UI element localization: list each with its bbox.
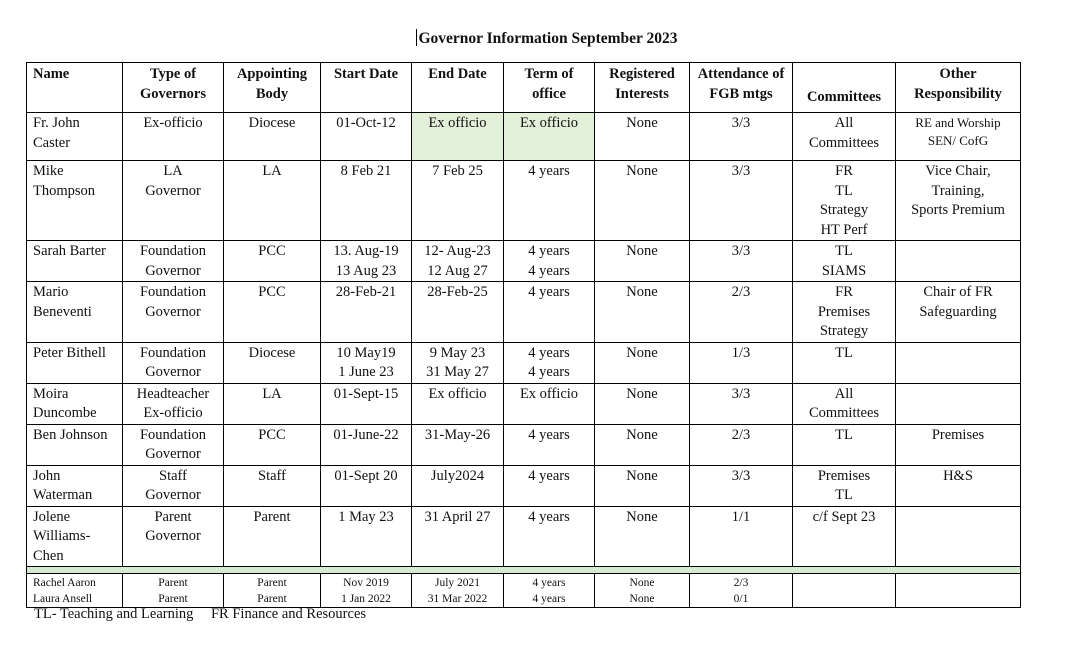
cell-text: Registered xyxy=(609,66,675,82)
cell-text: Duncombe xyxy=(33,405,97,421)
cell-text: Ex officio xyxy=(519,115,579,131)
table-row xyxy=(27,506,1021,567)
cell-text: Mike xyxy=(33,163,64,179)
cell-text: 7 Feb 25 xyxy=(432,163,483,179)
cell-body xyxy=(224,424,321,465)
cell-text: 4 years xyxy=(528,508,570,525)
cell-other xyxy=(896,383,1021,424)
cell-text: LA xyxy=(262,385,282,402)
cell-other xyxy=(896,424,1021,465)
cell-name xyxy=(27,113,123,161)
cell-name xyxy=(27,241,123,282)
table-row xyxy=(27,282,1021,343)
cell-text: 4 years xyxy=(528,364,570,380)
cell-end xyxy=(412,424,504,465)
cell-start xyxy=(321,282,412,343)
cell-committees xyxy=(793,574,896,608)
header-name xyxy=(27,63,123,113)
cell-end xyxy=(412,342,504,383)
cell-text: July 2021 xyxy=(434,577,481,589)
cell-text: TL xyxy=(835,426,853,443)
header-end-date xyxy=(412,63,504,113)
table-row xyxy=(27,161,1021,241)
cell-text: 31-May-26 xyxy=(424,426,491,443)
cell-type xyxy=(123,241,224,282)
cell-other xyxy=(896,161,1021,241)
cell-text: Moira xyxy=(33,385,69,402)
cell-text: Caster xyxy=(33,134,71,151)
cell-name xyxy=(27,282,123,343)
cell-type xyxy=(123,383,224,424)
cell-type xyxy=(123,161,224,241)
cell-end xyxy=(412,506,504,567)
cell-end xyxy=(412,113,504,161)
cell-text: Fr. John xyxy=(33,115,80,131)
cell-text: FGB mtgs xyxy=(709,85,773,102)
document-title xyxy=(0,29,1074,48)
cell-body xyxy=(224,383,321,424)
cell-end xyxy=(412,383,504,424)
cell-text: HT Perf xyxy=(820,221,868,238)
cell-text: None xyxy=(626,385,658,402)
cell-text: c/f Sept 23 xyxy=(812,508,876,525)
cell-text: 4 years xyxy=(532,577,566,589)
cell-text: Staff xyxy=(258,467,286,484)
cell-start xyxy=(321,506,412,567)
cell-text: Governor xyxy=(145,528,201,544)
cell-interests xyxy=(595,342,690,383)
cell-text: 4 years xyxy=(528,344,570,361)
cell-body xyxy=(224,113,321,161)
cell-end xyxy=(412,282,504,343)
cell-start xyxy=(321,574,412,608)
cell-text: Governor xyxy=(145,303,201,320)
cell-text: Other xyxy=(939,66,977,82)
cell-text: Parent xyxy=(257,577,287,589)
cell-text: Parent xyxy=(253,508,291,525)
cell-text: Premises xyxy=(931,426,985,443)
cell-text: Diocese xyxy=(248,344,296,361)
cell-text: 28-Feb-21 xyxy=(335,284,397,300)
cell-text: 01-Sept 20 xyxy=(334,467,398,484)
cell-text: Parent xyxy=(158,592,188,605)
cell-text: None xyxy=(626,163,658,179)
cell-text: FR xyxy=(835,284,853,300)
cell-text: Governor xyxy=(145,262,201,279)
cell-other xyxy=(896,465,1021,506)
cell-text: 3/3 xyxy=(731,115,751,131)
cell-type xyxy=(123,113,224,161)
cell-text: 01-June-22 xyxy=(333,426,399,443)
cell-text: 4 years xyxy=(532,592,566,605)
cell-attendance xyxy=(690,161,793,241)
cell-name xyxy=(27,506,123,567)
cell-other xyxy=(896,282,1021,343)
separator-row xyxy=(27,567,1021,574)
cell-text: Foundation xyxy=(139,344,207,361)
cell-text: None xyxy=(626,284,658,300)
cell-attendance xyxy=(690,342,793,383)
cell-text: 12- Aug-23 xyxy=(424,243,491,259)
cell-text: None xyxy=(629,592,655,605)
cell-attendance xyxy=(690,465,793,506)
cell-text: None xyxy=(626,115,658,131)
cell-text: LA xyxy=(262,163,282,179)
cell-text: Governor xyxy=(145,487,201,503)
cell-text: Premises xyxy=(817,467,871,484)
cell-interests xyxy=(595,241,690,282)
cell-term xyxy=(504,113,595,161)
cell-text: Committees xyxy=(808,405,880,421)
cell-text: Chair of FR xyxy=(923,284,993,300)
cell-term xyxy=(504,465,595,506)
cell-text: LA xyxy=(163,163,183,179)
cell-text: Diocese xyxy=(248,115,296,131)
cell-text: Foundation xyxy=(139,426,207,443)
cell-text: Attendance of xyxy=(697,66,785,82)
cell-text: TL xyxy=(835,344,853,361)
table-header-row xyxy=(27,63,1021,113)
governor-table xyxy=(26,62,1021,608)
cell-text: Training, xyxy=(931,182,985,199)
cell-text: Interests xyxy=(615,85,669,102)
cell-text: Beneventi xyxy=(33,303,92,320)
cell-other xyxy=(896,506,1021,567)
table-row xyxy=(27,383,1021,424)
cell-end xyxy=(412,241,504,282)
cell-type xyxy=(123,574,224,608)
cell-text: Waterman xyxy=(33,487,93,503)
cell-term xyxy=(504,574,595,608)
cell-end xyxy=(412,465,504,506)
table-row xyxy=(27,465,1021,506)
cell-interests xyxy=(595,113,690,161)
cell-text: Ben Johnson xyxy=(33,426,108,443)
cell-text: Mario xyxy=(33,284,69,300)
cell-text: None xyxy=(626,467,658,484)
cell-body xyxy=(224,506,321,567)
cell-term xyxy=(504,161,595,241)
header-appointing-body xyxy=(224,63,321,113)
cell-text: Body xyxy=(255,85,289,102)
cell-text: Rachel Aaron xyxy=(33,577,96,589)
cell-term xyxy=(504,282,595,343)
cell-text: 1/1 xyxy=(731,508,751,525)
footnote-fr: FR Finance and Resources xyxy=(210,606,367,622)
cell-body xyxy=(224,465,321,506)
cell-committees xyxy=(793,161,896,241)
cell-attendance xyxy=(690,113,793,161)
cell-text: 3/3 xyxy=(731,385,751,402)
cell-term xyxy=(504,383,595,424)
cell-text: 28-Feb-25 xyxy=(427,284,488,300)
cell-text: 31 Mar 2022 xyxy=(427,592,488,605)
cell-text: Laura Ansell xyxy=(33,592,93,605)
cell-text: TL xyxy=(835,243,853,259)
cell-text: Strategy xyxy=(819,202,869,218)
cell-text: None xyxy=(626,243,658,259)
header-committees xyxy=(793,63,896,113)
cell-committees xyxy=(793,342,896,383)
footnote xyxy=(34,606,380,623)
cell-name xyxy=(27,574,123,608)
cell-text: SIAMS xyxy=(821,262,867,279)
cell-committees xyxy=(793,383,896,424)
cell-text: End Date xyxy=(428,66,487,82)
cell-text: Governor xyxy=(145,364,201,380)
cell-text: Nov 2019 xyxy=(343,577,389,589)
cell-start xyxy=(321,383,412,424)
cell-text: Vice Chair, xyxy=(925,163,991,179)
cell-start xyxy=(321,241,412,282)
cell-text: Committees xyxy=(806,88,882,105)
cell-text: Chen xyxy=(33,547,64,564)
cell-attendance xyxy=(690,383,793,424)
cell-body xyxy=(224,241,321,282)
cell-text: Responsibility xyxy=(914,85,1002,102)
cell-body xyxy=(224,574,321,608)
cell-text: Ex officio xyxy=(428,385,487,402)
table-row xyxy=(27,113,1021,161)
cell-text: Name xyxy=(33,66,70,82)
cell-text: 1 June 23 xyxy=(338,364,394,380)
cell-other xyxy=(896,574,1021,608)
cell-text: 01-Sept-15 xyxy=(333,385,399,402)
cell-text: 3/3 xyxy=(731,467,751,484)
cell-text: Peter Bithell xyxy=(33,344,106,361)
cell-other xyxy=(896,241,1021,282)
cell-term xyxy=(504,342,595,383)
header-term-of-office xyxy=(504,63,595,113)
cell-text: TL xyxy=(835,182,853,199)
cell-text: 2/3 xyxy=(731,426,751,443)
cell-interests xyxy=(595,574,690,608)
cell-type xyxy=(123,424,224,465)
cell-committees xyxy=(793,113,896,161)
header-type-of-governors xyxy=(123,63,224,113)
cell-attendance xyxy=(690,241,793,282)
cell-text: Parent xyxy=(154,508,192,525)
cell-text: PCC xyxy=(258,426,286,443)
cell-text: Foundation xyxy=(139,284,207,300)
cell-text: 1 Jan 2022 xyxy=(341,592,391,605)
cell-name xyxy=(27,383,123,424)
cell-attendance xyxy=(690,424,793,465)
cell-text: 13 Aug 23 xyxy=(335,262,397,279)
cell-text: Ex officio xyxy=(428,115,487,131)
cell-text: None xyxy=(626,426,658,443)
cell-name xyxy=(27,342,123,383)
cell-committees xyxy=(793,506,896,567)
header-attendance xyxy=(690,63,793,113)
cell-interests xyxy=(595,506,690,567)
cell-text: Sarah Barter xyxy=(33,243,106,259)
cell-text: Strategy xyxy=(819,323,869,339)
cell-text: 4 years xyxy=(528,243,570,259)
cell-text: 10 May19 xyxy=(336,344,396,361)
cell-text: 4 years xyxy=(528,262,570,279)
cell-text: Governor xyxy=(145,446,201,462)
cell-name xyxy=(27,465,123,506)
header-start-date xyxy=(321,63,412,113)
cell-text: Jolene xyxy=(33,508,71,525)
cell-text: 4 years xyxy=(528,426,570,443)
cell-type xyxy=(123,506,224,567)
cell-term xyxy=(504,241,595,282)
cell-attendance xyxy=(690,282,793,343)
separator-band xyxy=(27,567,1021,574)
cell-text: Ex-officio xyxy=(143,115,203,131)
cell-text: 4 years xyxy=(528,163,570,179)
cell-text: Appointing xyxy=(236,66,308,82)
cell-attendance xyxy=(690,574,793,608)
table-row xyxy=(27,424,1021,465)
cell-text: Governors xyxy=(139,85,207,102)
cell-committees xyxy=(793,241,896,282)
cell-text: All xyxy=(834,385,854,402)
footnote-tl: TL- Teaching and Learning xyxy=(34,606,194,622)
header-registered-interests xyxy=(595,63,690,113)
cell-interests xyxy=(595,465,690,506)
cell-text: July2024 xyxy=(430,467,485,484)
cell-term xyxy=(504,506,595,567)
cell-other xyxy=(896,342,1021,383)
cell-text: Williams- xyxy=(33,528,91,544)
table-row xyxy=(27,342,1021,383)
table-row xyxy=(27,241,1021,282)
cell-text: Ex-officio xyxy=(143,405,203,421)
cell-text: SEN/ CofG xyxy=(927,133,989,148)
cell-text: Governor xyxy=(145,182,201,199)
cell-name xyxy=(27,424,123,465)
former-governors-row xyxy=(27,574,1021,608)
cell-end xyxy=(412,161,504,241)
cell-text: Foundation xyxy=(139,243,207,259)
cell-text: 2/3 xyxy=(731,284,751,300)
cell-text: All xyxy=(834,115,854,131)
cell-committees xyxy=(793,465,896,506)
cell-type xyxy=(123,342,224,383)
cell-text: 12 Aug 27 xyxy=(427,262,488,279)
cell-text: None xyxy=(626,344,658,361)
cell-text: Headteacher xyxy=(136,385,210,402)
cell-text: 01-Oct-12 xyxy=(336,115,396,131)
cell-text: John xyxy=(33,467,61,484)
cell-body xyxy=(224,161,321,241)
cell-body xyxy=(224,342,321,383)
cell-text: 3/3 xyxy=(731,243,751,259)
cell-text: Thompson xyxy=(33,182,96,199)
cell-text: 0/1 xyxy=(733,592,749,605)
cell-start xyxy=(321,465,412,506)
cell-text: RE and Worship xyxy=(915,115,1001,130)
cell-text: None xyxy=(629,577,655,589)
cell-text: Start Date xyxy=(333,66,399,82)
cell-end xyxy=(412,574,504,608)
cell-text: 8 Feb 21 xyxy=(340,163,392,179)
cell-text: None xyxy=(626,508,658,525)
document-title-text: Governor Information September 2023 xyxy=(418,30,678,47)
cell-text: Sports Premium xyxy=(911,202,1005,218)
cell-start xyxy=(321,342,412,383)
cell-text: FR xyxy=(835,163,853,179)
table-body xyxy=(27,113,1021,608)
cell-text: Staff xyxy=(159,467,187,484)
cell-term xyxy=(504,424,595,465)
cell-text: Committees xyxy=(808,134,880,151)
cell-committees xyxy=(793,424,896,465)
cell-type xyxy=(123,465,224,506)
cell-text: H&S xyxy=(943,467,973,484)
cell-start xyxy=(321,161,412,241)
cell-body xyxy=(224,282,321,343)
cell-name xyxy=(27,161,123,241)
cell-attendance xyxy=(690,506,793,567)
cell-interests xyxy=(595,383,690,424)
cell-text: PCC xyxy=(258,243,286,259)
cell-type xyxy=(123,282,224,343)
cell-interests xyxy=(595,161,690,241)
cell-text: 3/3 xyxy=(731,163,751,179)
cell-text: 9 May 23 xyxy=(429,344,486,361)
header-other-responsibility xyxy=(896,63,1021,113)
cell-start xyxy=(321,424,412,465)
cell-interests xyxy=(595,424,690,465)
cell-text: Premises xyxy=(817,303,871,320)
cell-text: 13. Aug-19 xyxy=(333,243,399,259)
cell-text: PCC xyxy=(258,284,286,300)
cell-text: 2/3 xyxy=(733,577,749,589)
cell-text: 31 May 27 xyxy=(426,364,489,380)
cell-text: Type of xyxy=(149,66,197,82)
cell-other xyxy=(896,113,1021,161)
cell-start xyxy=(321,113,412,161)
cell-text: 1 May 23 xyxy=(338,508,394,525)
cell-interests xyxy=(595,282,690,343)
cell-text: Ex officio xyxy=(519,385,579,402)
cell-text: TL xyxy=(835,487,853,503)
cell-text: 31 April 27 xyxy=(424,508,491,525)
cell-text: 1/3 xyxy=(731,344,751,361)
cell-text: Parent xyxy=(257,592,287,605)
cell-text: 4 years xyxy=(528,467,570,484)
cell-text: Parent xyxy=(158,577,188,589)
cell-text: Term of xyxy=(524,66,574,82)
cell-committees xyxy=(793,282,896,343)
cell-text: Safeguarding xyxy=(919,303,997,320)
cell-text: office xyxy=(532,85,566,102)
cell-text: 4 years xyxy=(528,284,570,300)
